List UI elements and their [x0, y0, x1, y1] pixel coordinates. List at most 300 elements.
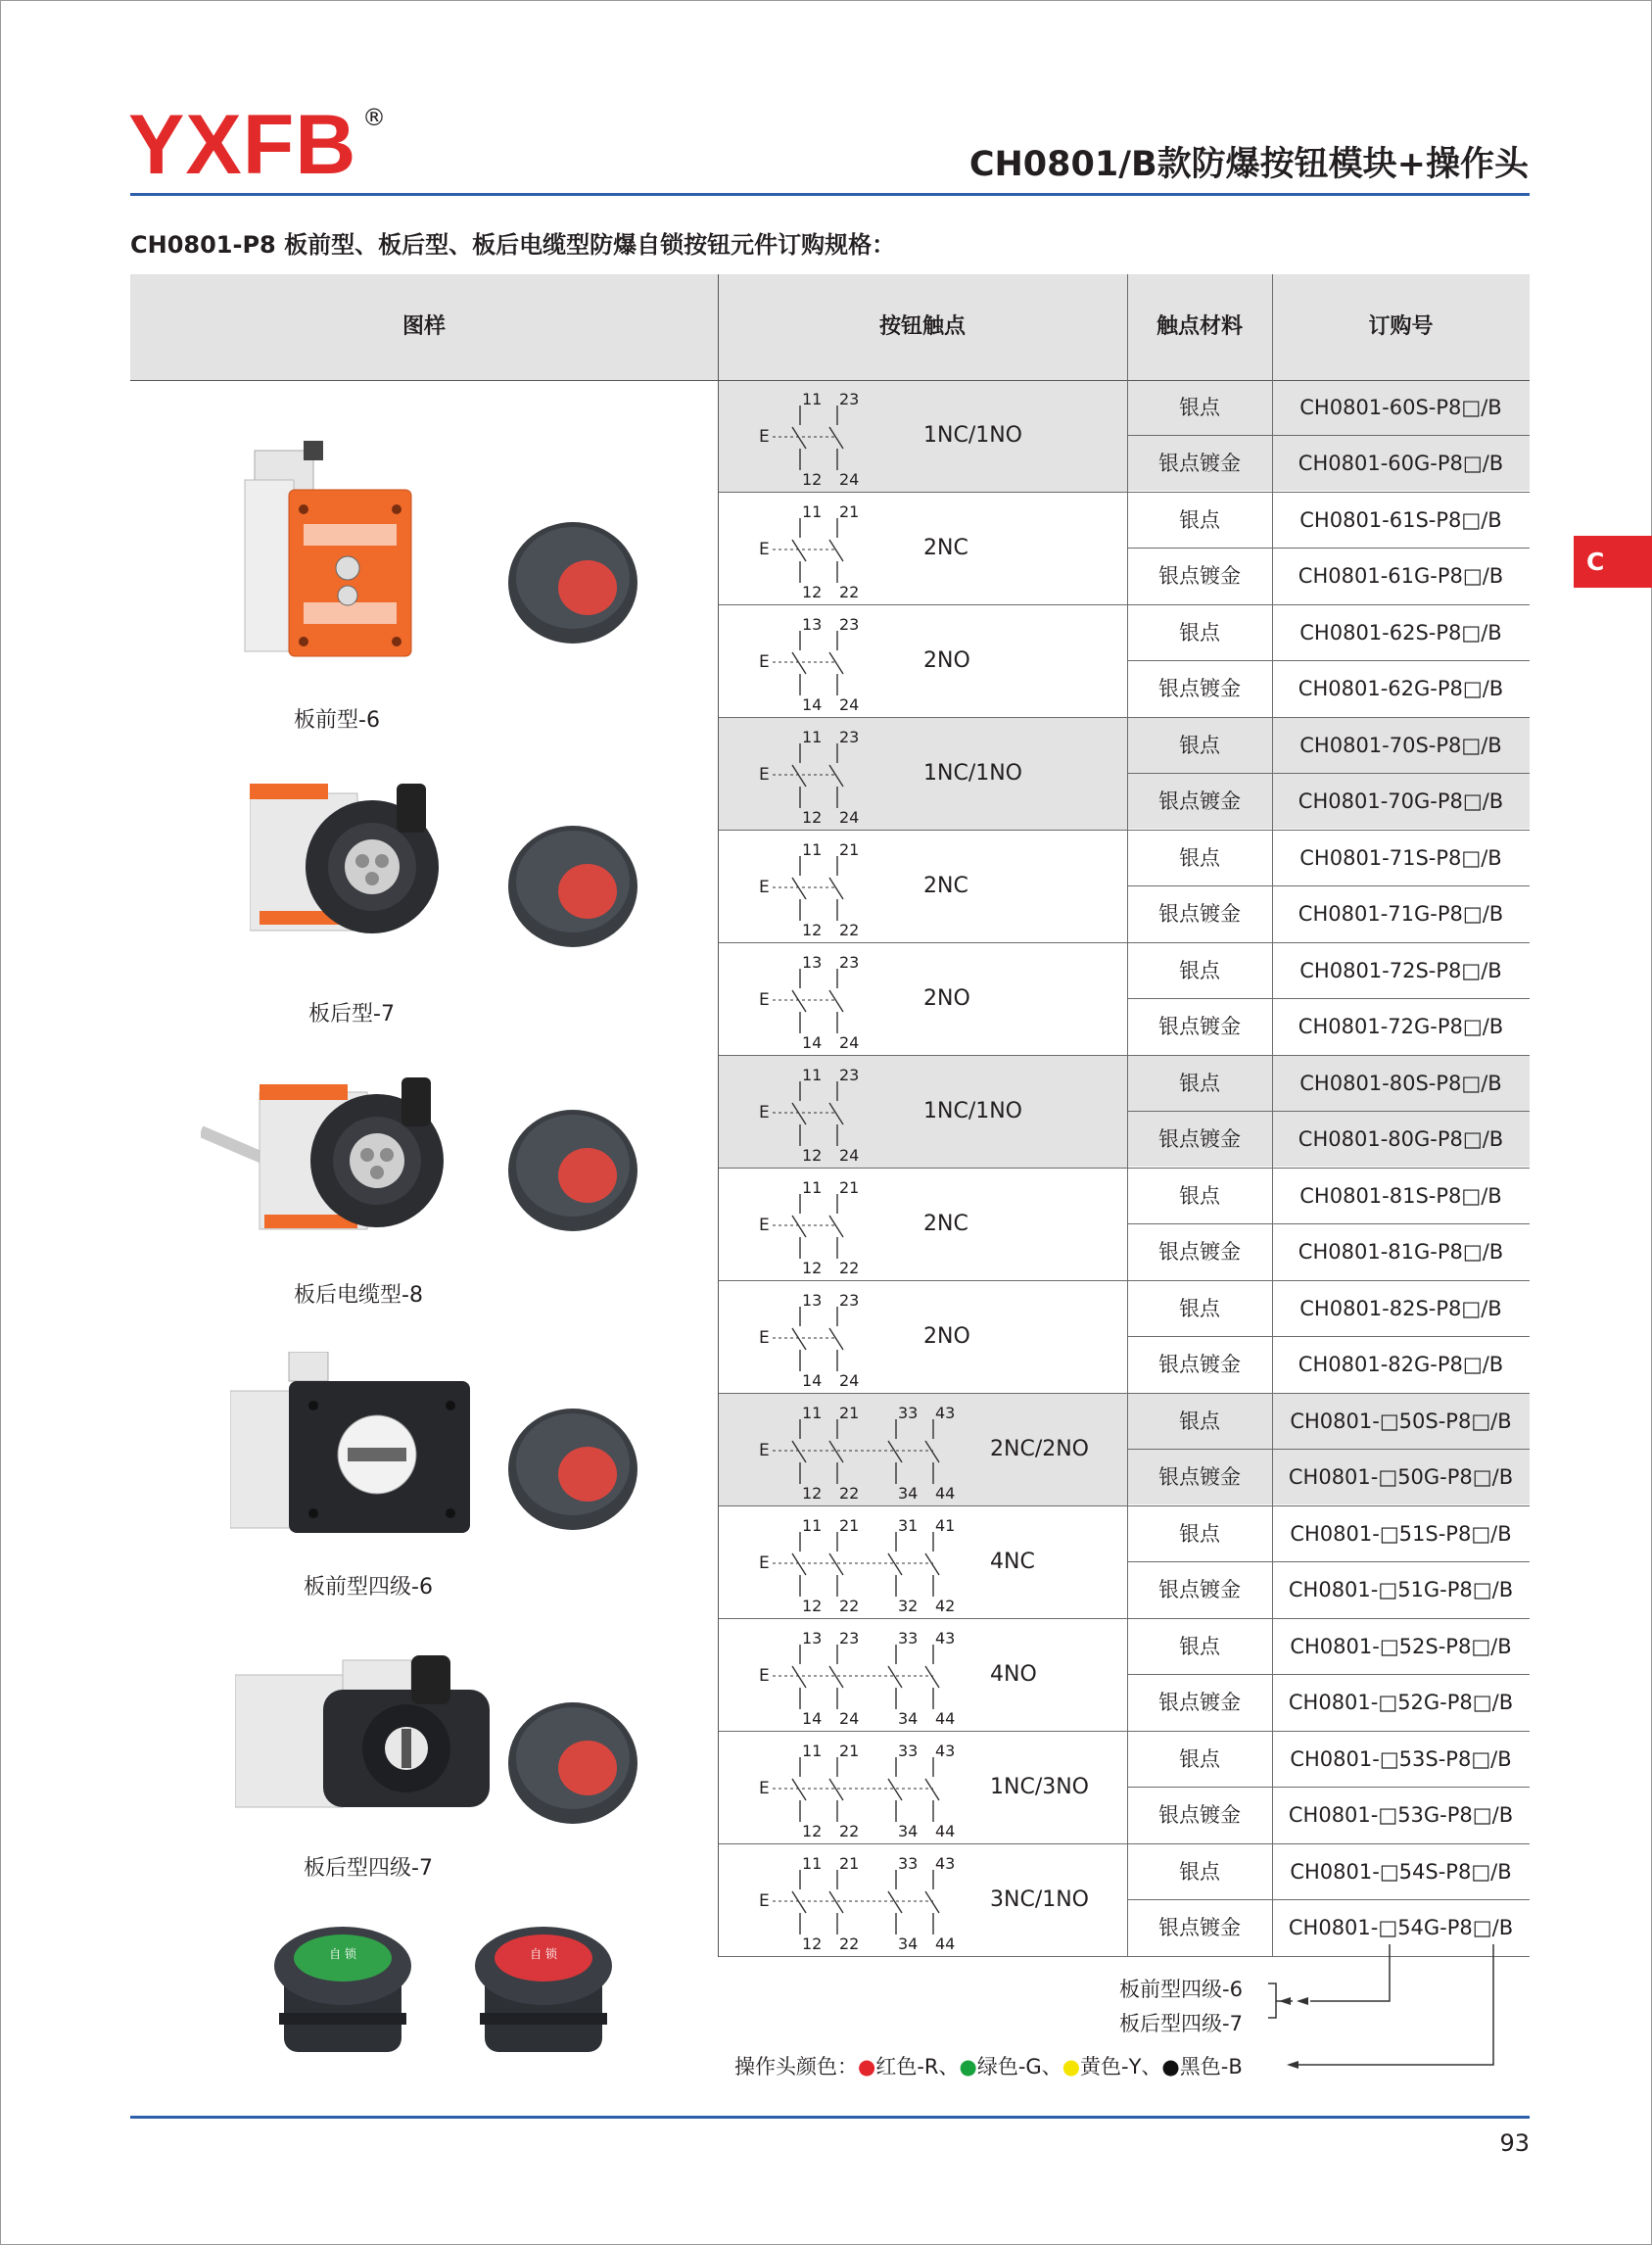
order-number-cell: CH0801-□51G-P8□/B [1288, 1578, 1514, 1601]
contact-blade [792, 878, 806, 899]
contact-bottom-number: 12 [802, 583, 823, 598]
contact-top-number: 11 [802, 1742, 823, 1760]
contact-type: 2NC [923, 1212, 968, 1236]
contact-top-number: 11 [802, 840, 823, 859]
operating-head-image [504, 1699, 641, 1827]
material-cell: 银点镀金 [1158, 1578, 1241, 1601]
order-number-cell: CH0801-□51S-P8□/B [1290, 1522, 1512, 1546]
red-button-text: 自 锁 [530, 1947, 557, 1961]
contact-top-number: 21 [839, 1178, 860, 1197]
material-cell: 银点 [1179, 846, 1220, 870]
contact-blade [792, 1553, 806, 1575]
material-cell: 银点 [1127, 380, 1272, 435]
contact-diagram-cell [718, 493, 1127, 604]
contact-bottom-number: 22 [839, 921, 860, 936]
contact-bottom-number: 12 [802, 808, 823, 824]
row-mid-divider [1127, 660, 1530, 661]
bottom-rule [130, 2116, 1530, 2119]
contact-blade [792, 427, 806, 449]
contact-bottom-number: 24 [839, 470, 860, 486]
order-number-cell: CH0801-81G-P8□/B [1298, 1240, 1504, 1264]
contact-bottom-number: 12 [802, 1597, 823, 1612]
contact-diagram-cell [718, 1732, 1127, 1843]
contact-blade [792, 1666, 806, 1688]
contact-bottom-number: 22 [839, 1484, 860, 1500]
order-number-cell: CH0801-72G-P8□/B [1298, 1015, 1504, 1038]
material-cell: 银点 [1179, 959, 1220, 982]
contact-top-number: 23 [839, 390, 860, 408]
contact-bottom-number: 12 [802, 1259, 823, 1274]
contact-diagram-cell [718, 1056, 1127, 1168]
contact-top-number: 11 [802, 1516, 823, 1535]
contact-bottom-number: 24 [839, 1371, 860, 1387]
contact-diagram-cell [718, 718, 1127, 830]
contact-blade [925, 1891, 939, 1913]
legend-colors [734, 2051, 1243, 2080]
contact-type: 3NC/1NO [990, 1887, 1089, 1912]
contact-top-number: 11 [802, 390, 823, 408]
legend-connector-lines [1263, 1944, 1503, 2072]
contact-blade [792, 990, 806, 1012]
header-divider [130, 380, 1530, 381]
order-number-cell: CH0801-70S-P8□/B [1272, 718, 1530, 773]
contact-top-number: 13 [802, 615, 823, 634]
contact-type: 1NC/1NO [923, 761, 1022, 786]
contact-blade [829, 1891, 843, 1913]
yellow-dot-icon: ● [1062, 2055, 1081, 2078]
order-number-cell: CH0801-70G-P8□/B [1272, 774, 1530, 829]
order-number-cell: CH0801-□54S-P8□/B [1290, 1860, 1512, 1884]
contact-bottom-number: 12 [802, 1822, 823, 1838]
page-number: 93 [1499, 2129, 1530, 2157]
order-number-cell: CH0801-61G-P8□/B [1298, 564, 1504, 588]
section-tab[interactable]: C [1574, 536, 1652, 588]
legend-yellow: 黄色-Y、 [1080, 2055, 1162, 2078]
contact-blade [792, 1891, 806, 1913]
row-mid-divider [1127, 1111, 1530, 1112]
contact-top-number: 21 [839, 502, 860, 521]
contact-diagram-cell [718, 1281, 1127, 1393]
contact-e-label: E [759, 1328, 770, 1348]
registered-mark: ® [362, 104, 386, 131]
contact-blade [829, 1216, 843, 1237]
contact-blade [888, 1441, 902, 1462]
contact-blade [792, 652, 806, 674]
contact-e-label: E [759, 1779, 770, 1798]
front-module-image [235, 441, 421, 666]
legend-rear-four: 板后型四级-7 [1119, 2012, 1243, 2035]
material-cell: 银点 [1179, 1297, 1220, 1320]
black-dot-icon: ● [1161, 2055, 1180, 2078]
contact-diagram-cell [718, 831, 1127, 942]
contact-diagram [759, 1289, 876, 1387]
order-number-cell: CH0801-61S-P8□/B [1299, 508, 1502, 532]
material-cell: 银点镀金 [1158, 1015, 1241, 1038]
contact-top-number: 23 [839, 1066, 860, 1084]
contact-bottom-number: 42 [935, 1597, 955, 1612]
legend-color-prefix: 操作头颜色： [734, 2055, 858, 2078]
contact-top-number: 33 [898, 1742, 919, 1760]
header-image: 图样 [401, 314, 446, 339]
contact-blade [829, 1553, 843, 1575]
column-divider [1127, 274, 1128, 1957]
contact-e-label: E [759, 652, 770, 672]
contact-top-number: 23 [839, 1291, 860, 1310]
contact-type: 2NO [923, 986, 970, 1011]
contact-top-number: 21 [839, 1516, 860, 1535]
material-cell: 银点 [1179, 1635, 1220, 1658]
contact-bottom-number: 22 [839, 583, 860, 598]
contact-e-label: E [759, 878, 770, 897]
red-button-head [470, 1925, 617, 2057]
row-mid-divider [1127, 998, 1530, 999]
row-mid-divider [1127, 1561, 1530, 1562]
contact-diagram-cell [718, 1394, 1127, 1505]
product-label-rear-cable: 板后电缆型-8 [294, 1283, 423, 1308]
row-mid-divider [1127, 1449, 1530, 1450]
contact-bottom-number: 24 [839, 1146, 860, 1162]
contact-bottom-number: 44 [935, 1822, 955, 1838]
material-cell: 银点 [1179, 1860, 1220, 1884]
operating-head-image [504, 519, 641, 646]
table-row [718, 1619, 1530, 1731]
contact-type: 1NC/3NO [990, 1775, 1089, 1799]
contact-top-number: 11 [802, 1178, 823, 1197]
contact-blade [829, 1441, 843, 1462]
material-cell: 银点镀金 [1158, 1803, 1241, 1827]
contact-blade [792, 1103, 806, 1124]
contact-diagram [759, 501, 876, 598]
table-row [718, 1506, 1530, 1618]
material-cell: 银点镀金 [1158, 902, 1241, 926]
contact-bottom-number: 14 [802, 1709, 823, 1725]
contact-blade [829, 1779, 843, 1800]
contact-top-number: 21 [839, 1404, 860, 1422]
material-cell: 银点镀金 [1127, 774, 1272, 829]
product-label-front-four: 板前型四级-6 [304, 1575, 433, 1600]
contact-diagram-cell [718, 1506, 1127, 1618]
order-number-cell: CH0801-71S-P8□/B [1299, 846, 1502, 870]
contact-bottom-number: 24 [839, 695, 860, 711]
table-row [718, 1056, 1530, 1168]
material-cell: 银点镀金 [1158, 677, 1241, 700]
legend-black: 黑色-B [1179, 2055, 1243, 2078]
table-row [718, 493, 1530, 604]
material-cell: 银点 [1127, 1056, 1272, 1111]
contact-e-label: E [759, 540, 770, 559]
table-row [718, 1732, 1530, 1843]
contact-diagram-cell [718, 1844, 1127, 1956]
contact-blade [829, 1328, 843, 1350]
contact-blade [829, 990, 843, 1012]
contact-top-number: 43 [935, 1854, 955, 1873]
contact-top-number: 13 [802, 1629, 823, 1648]
row-mid-divider [1127, 1787, 1530, 1788]
contact-diagram [759, 1064, 876, 1162]
top-rule [130, 193, 1530, 196]
contact-top-number: 11 [802, 1854, 823, 1873]
contact-diagram [759, 1627, 955, 1725]
contact-diagram-cell [718, 1619, 1127, 1731]
contact-top-number: 31 [898, 1516, 919, 1535]
contact-type: 4NO [990, 1662, 1037, 1687]
table-row [718, 1844, 1530, 1956]
contact-top-number: 41 [935, 1516, 955, 1535]
contact-top-number: 43 [935, 1629, 955, 1648]
order-number-cell: CH0801-□50S-P8□/B [1272, 1394, 1530, 1449]
contact-diagram [759, 838, 876, 936]
contact-blade [925, 1779, 939, 1800]
row-mid-divider [1127, 773, 1530, 774]
legend-front-four: 板前型四级-6 [1119, 1978, 1243, 2001]
table-row [718, 380, 1530, 492]
front-four-module-image [230, 1352, 475, 1543]
contact-type: 1NC/1NO [923, 423, 1022, 448]
contact-bottom-number: 34 [898, 1709, 919, 1725]
contact-type: 2NO [923, 648, 970, 673]
section-subtitle: CH0801-P8 板前型、板后型、板后电缆型防爆自锁按钮元件订购规格： [130, 231, 896, 259]
contact-bottom-number: 12 [802, 921, 823, 936]
material-cell: 银点 [1179, 1522, 1220, 1546]
order-number-cell: CH0801-□50G-P8□/B [1272, 1450, 1530, 1505]
row-mid-divider [1127, 435, 1530, 436]
contact-bottom-number: 32 [898, 1597, 919, 1612]
green-button-head [269, 1925, 416, 2057]
contact-diagram [759, 1852, 955, 1950]
operating-head-image [504, 1406, 641, 1533]
contact-top-number: 13 [802, 1291, 823, 1310]
contact-e-label: E [759, 1666, 770, 1686]
contact-blade [888, 1666, 902, 1688]
contact-blade [925, 1441, 939, 1462]
operating-head-image [504, 823, 641, 950]
contact-e-label: E [759, 1216, 770, 1235]
contact-type: 2NO [923, 1324, 970, 1349]
material-cell: 银点 [1127, 1394, 1272, 1449]
contact-top-number: 23 [839, 615, 860, 634]
material-cell: 银点镀金 [1127, 1112, 1272, 1167]
contact-type: 1NC/1NO [923, 1099, 1022, 1123]
column-divider [718, 274, 719, 1957]
contact-top-number: 11 [802, 728, 823, 746]
contact-blade [829, 765, 843, 787]
order-number-cell: CH0801-□52G-P8□/B [1288, 1691, 1514, 1714]
contact-blade [888, 1553, 902, 1575]
page-title: CH0801/B款防爆按钮模块+操作头 [968, 145, 1529, 184]
order-number-cell: CH0801-62S-P8□/B [1299, 621, 1502, 645]
contact-blade [829, 1666, 843, 1688]
order-number-cell: CH0801-80G-P8□/B [1272, 1112, 1530, 1167]
contact-bottom-number: 12 [802, 1146, 823, 1162]
material-cell: 银点 [1179, 1184, 1220, 1208]
contact-bottom-number: 24 [839, 808, 860, 824]
contact-top-number: 21 [839, 1742, 860, 1760]
material-cell: 银点 [1179, 1747, 1220, 1771]
green-button-text: 自 锁 [329, 1947, 356, 1961]
contact-bottom-number: 24 [839, 1033, 860, 1049]
contact-bottom-number: 22 [839, 1822, 860, 1838]
contact-bottom-number: 12 [802, 1935, 823, 1950]
contact-diagram-cell [718, 1169, 1127, 1280]
contact-diagram [759, 951, 876, 1049]
order-number-cell: CH0801-60S-P8□/B [1272, 380, 1530, 435]
contact-blade [792, 540, 806, 561]
contact-bottom-number: 12 [802, 470, 823, 486]
table-row [718, 1394, 1530, 1505]
order-number-cell: CH0801-62G-P8□/B [1298, 677, 1504, 700]
green-button-shape [269, 1925, 416, 2057]
row-mid-divider [1127, 1674, 1530, 1675]
contact-diagram-cell [718, 943, 1127, 1055]
row-mid-divider [1127, 885, 1530, 886]
contact-diagram [759, 1402, 955, 1500]
contact-top-number: 23 [839, 1629, 860, 1648]
order-number-cell: CH0801-□53S-P8□/B [1290, 1747, 1512, 1771]
contact-diagram [759, 1740, 955, 1838]
contact-e-label: E [759, 1553, 770, 1573]
contact-top-number: 21 [839, 1854, 860, 1873]
contact-top-number: 23 [839, 728, 860, 746]
legend-green: 绿色-G、 [976, 2055, 1062, 2078]
contact-blade [829, 1103, 843, 1124]
contact-diagram [759, 613, 876, 711]
header-order-no: 订购号 [1368, 314, 1434, 339]
contact-blade [925, 1666, 939, 1688]
product-label-rear-four: 板后型四级-7 [304, 1856, 433, 1881]
material-cell: 银点镀金 [1158, 1240, 1241, 1264]
order-number-cell: CH0801-82G-P8□/B [1298, 1353, 1504, 1376]
table-row [718, 943, 1530, 1055]
contact-diagram [759, 726, 876, 824]
order-number-cell: CH0801-60G-P8□/B [1272, 436, 1530, 491]
rear-module-image [250, 779, 446, 955]
row-mid-divider [1127, 1899, 1530, 1900]
contact-blade [888, 1779, 902, 1800]
rear-cable-module-image [201, 1073, 446, 1249]
table-row [718, 1169, 1530, 1280]
contact-top-number: 43 [935, 1742, 955, 1760]
material-cell: 银点 [1127, 718, 1272, 773]
operating-head-image [504, 1107, 641, 1234]
order-number-cell: CH0801-71G-P8□/B [1298, 902, 1504, 926]
contact-type: 2NC/2NO [990, 1437, 1089, 1461]
row-mid-divider [1127, 548, 1530, 549]
contact-bottom-number: 14 [802, 1033, 823, 1049]
contact-bottom-number: 22 [839, 1597, 860, 1612]
contact-e-label: E [759, 1103, 770, 1122]
material-cell: 银点 [1179, 508, 1220, 532]
order-number-cell: CH0801-82S-P8□/B [1299, 1297, 1502, 1320]
contact-bottom-number: 44 [935, 1484, 955, 1500]
column-divider [1272, 274, 1273, 1957]
contact-type: 4NC [990, 1550, 1035, 1574]
contact-e-label: E [759, 765, 770, 785]
contact-type: 2NC [923, 536, 968, 560]
rear-four-module-image [235, 1650, 495, 1832]
order-number-cell: CH0801-□54G-P8□/B [1288, 1916, 1514, 1939]
contact-bottom-number: 22 [839, 1259, 860, 1274]
order-number-cell: CH0801-□53G-P8□/B [1288, 1803, 1514, 1827]
contact-top-number: 11 [802, 502, 823, 521]
order-number-cell: CH0801-80S-P8□/B [1272, 1056, 1530, 1111]
material-cell: 银点镀金 [1127, 436, 1272, 491]
material-cell: 银点镀金 [1158, 1353, 1241, 1376]
table-row [718, 1281, 1530, 1393]
contact-blade [792, 1441, 806, 1462]
contact-top-number: 43 [935, 1404, 955, 1422]
row-mid-divider [1127, 1336, 1530, 1337]
order-number-cell: CH0801-□52S-P8□/B [1290, 1635, 1512, 1658]
product-label-rear: 板后型-7 [308, 1002, 395, 1027]
contact-bottom-number: 22 [839, 1935, 860, 1950]
contact-e-label: E [759, 990, 770, 1010]
contact-e-label: E [759, 1891, 770, 1911]
header-contacts: 按钮触点 [878, 314, 966, 339]
contact-bottom-number: 34 [898, 1484, 919, 1500]
contact-blade [925, 1553, 939, 1575]
material-cell: 银点镀金 [1158, 1916, 1241, 1939]
contact-diagram-cell [718, 605, 1127, 717]
table-row [718, 831, 1530, 942]
contact-top-number: 33 [898, 1404, 919, 1422]
contact-blade [792, 1216, 806, 1237]
contact-type: 2NC [923, 874, 968, 898]
contact-blade [888, 1891, 902, 1913]
material-cell: 银点镀金 [1158, 1691, 1241, 1714]
contact-bottom-number: 12 [802, 1484, 823, 1500]
contact-top-number: 21 [839, 840, 860, 859]
product-label-front: 板前型-6 [294, 708, 380, 733]
contact-top-number: 13 [802, 953, 823, 972]
contact-diagram-cell [718, 380, 1127, 492]
table-header [130, 274, 1530, 380]
header-material: 触点材料 [1156, 314, 1243, 339]
contact-diagram [759, 1176, 876, 1274]
contact-top-number: 11 [802, 1066, 823, 1084]
material-cell: 银点 [1179, 621, 1220, 645]
contact-bottom-number: 14 [802, 1371, 823, 1387]
contact-top-number: 11 [802, 1404, 823, 1422]
contact-blade [829, 427, 843, 449]
red-button-shape [470, 1925, 617, 2057]
material-cell: 银点镀金 [1127, 1450, 1272, 1505]
contact-bottom-number: 24 [839, 1709, 860, 1725]
contact-top-number: 33 [898, 1854, 919, 1873]
contact-top-number: 33 [898, 1629, 919, 1648]
contact-e-label: E [759, 1441, 770, 1460]
contact-e-label: E [759, 427, 770, 447]
brand-logo: YXFB [128, 98, 357, 192]
contact-blade [829, 652, 843, 674]
contact-bottom-number: 44 [935, 1935, 955, 1950]
table-row [718, 718, 1530, 830]
contact-blade [792, 1328, 806, 1350]
order-number-cell: CH0801-81S-P8□/B [1299, 1184, 1502, 1208]
order-number-cell: CH0801-72S-P8□/B [1299, 959, 1502, 982]
contact-blade [792, 765, 806, 787]
contact-blade [829, 540, 843, 561]
table-row [718, 605, 1530, 717]
red-dot-icon: ● [858, 2055, 876, 2078]
contact-bottom-number: 44 [935, 1709, 955, 1725]
contact-bottom-number: 34 [898, 1822, 919, 1838]
contact-top-number: 23 [839, 953, 860, 972]
contact-bottom-number: 14 [802, 695, 823, 711]
contact-blade [829, 878, 843, 899]
legend-red: 红色-R、 [875, 2055, 960, 2078]
contact-diagram [759, 388, 876, 486]
green-dot-icon: ● [959, 2055, 977, 2078]
